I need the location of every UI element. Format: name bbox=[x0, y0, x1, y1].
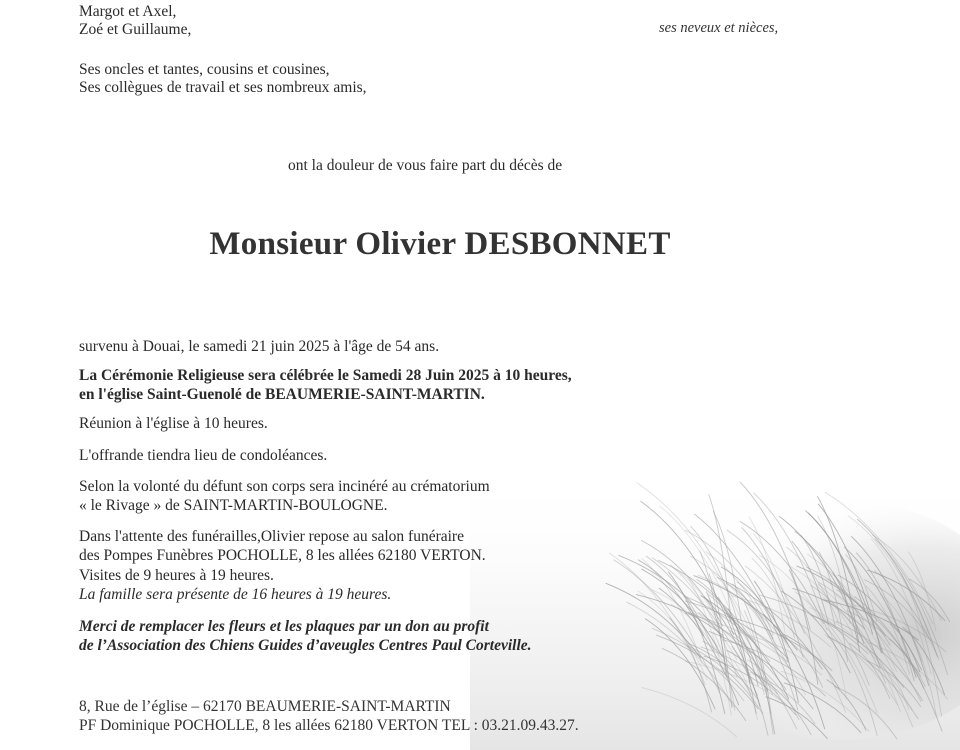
grass-dune-illustration bbox=[470, 470, 960, 750]
cremation-line-2: « le Rivage » de SAINT-MARTIN-BOULOGNE. bbox=[79, 497, 388, 514]
family-line-margot-axel: Margot et Axel, bbox=[79, 3, 177, 20]
death-details: survenu à Douai, le samedi 21 juin 2025 à l'âge de 54 ans. bbox=[79, 338, 440, 355]
family-relation-nephews: ses neveux et nièces, bbox=[659, 20, 779, 36]
ceremony-line-2: en l'église Saint-Guenolé de BEAUMERIE-SAINT-MARTIN. bbox=[79, 386, 485, 403]
family-line-colleagues: Ses collègues de travail et ses nombreux amis, bbox=[79, 79, 367, 96]
funeral-line-1: Dans l'attente des funérailles,Olivier repose au salon funéraire bbox=[79, 528, 464, 545]
family-line-uncles: Ses oncles et tantes, cousins et cousines, bbox=[79, 61, 330, 78]
visits-info: Visites de 9 heures à 19 heures. bbox=[79, 567, 274, 584]
donation-line-1: Merci de remplacer les fleurs et les plaques par un don au profit bbox=[79, 618, 489, 635]
deceased-name: Monsieur Olivier DESBONNET bbox=[209, 226, 671, 262]
footer-funeral-home: PF Dominique POCHOLLE, 8 les allées 62180 VERTON TEL : 03.21.09.43.27. bbox=[79, 717, 579, 734]
cremation-line-1: Selon la volonté du défunt son corps sera incinéré au crématorium bbox=[79, 478, 490, 495]
family-presence-info: La famille sera présente de 16 heures à 19 heures. bbox=[79, 586, 392, 603]
meeting-info: Réunion à l'église à 10 heures. bbox=[79, 415, 268, 432]
family-line-zoe-guillaume: Zoé et Guillaume, bbox=[79, 21, 192, 38]
ceremony-line-1: La Cérémonie Religieuse sera célébrée le Samedi 28 Juin 2025 à 10 heures, bbox=[79, 367, 572, 384]
footer-address: 8, Rue de l’église – 62170 BEAUMERIE-SAINT-MARTIN bbox=[79, 698, 451, 715]
funeral-line-2: des Pompes Funèbres POCHOLLE, 8 les allées 62180 VERTON. bbox=[79, 547, 486, 564]
donation-line-2: de l’Association des Chiens Guides d’aveugles Centres Paul Corteville. bbox=[79, 637, 532, 654]
announcement-intro: ont la douleur de vous faire part du décès de bbox=[288, 157, 563, 174]
offering-info: L'offrande tiendra lieu de condoléances. bbox=[79, 447, 328, 464]
